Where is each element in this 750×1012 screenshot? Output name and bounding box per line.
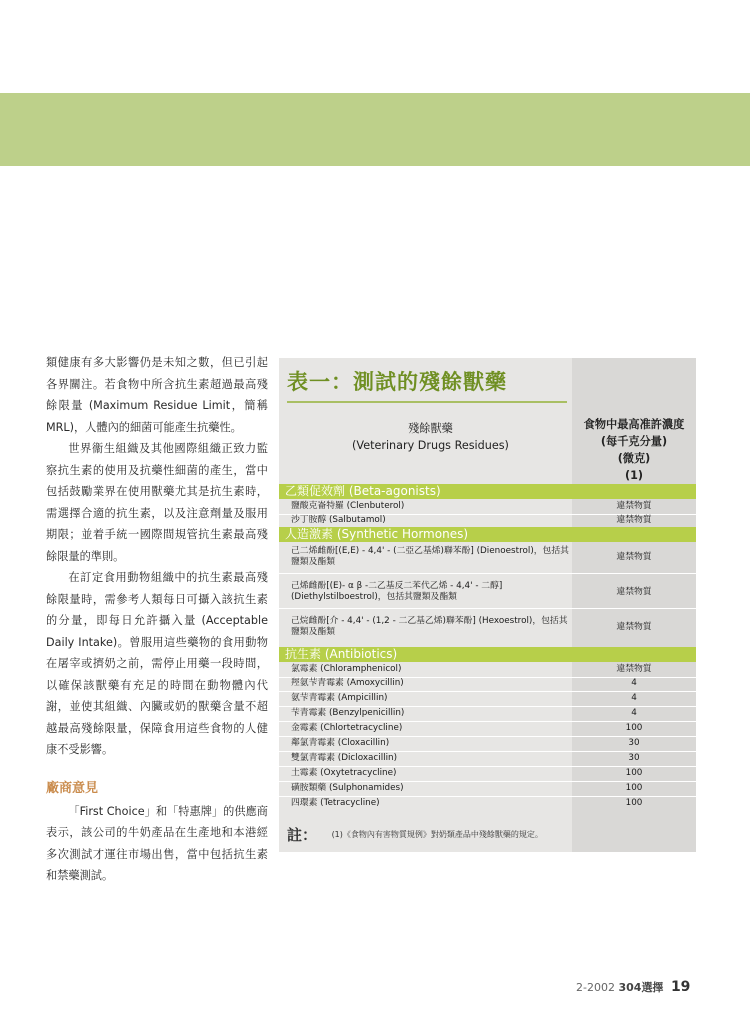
paragraph-2: 世界衞生組織及其他國際組織正致力監察抗生素的使用及抗藥性細菌的產生，當中包括鼓勵業界在使用獸藥尤其是抗生素時，需選擇合適的抗生素，以及注意劑量及服用期限；並着手統一國際間規管抗生素最高殘餘限量的準則。: [46, 442, 268, 563]
group-header-beta-agonists: 乙類促效劑 (Beta-agonists): [279, 484, 696, 499]
paragraph-4: 「First Choice」和「特惠牌」的供應商表示，該公司的牛奶產品在生產地和本港經多次測試才運往市場出售，當中包括抗生素和禁藥測試。: [46, 804, 268, 882]
header-right: 食物中最高准許濃度 (每千克分量) (微克) (1): [583, 418, 685, 482]
issue-date: 2-2002: [576, 981, 615, 994]
paragraph-1: 類健康有多大影響仍是未知之數，但已引起各界關注。若食物中所含抗生素超過最高殘餘限量 (Maximum Residue Limit，簡稱MRL)，人體內的細菌可能產生抗藥性。: [46, 356, 268, 434]
section-heading: 廠商意見: [46, 780, 99, 796]
magazine-name: 選擇: [641, 981, 664, 994]
group-header-antibiotics: 抗生素 (Antibiotics): [279, 647, 696, 662]
issue-number: 304: [618, 981, 642, 994]
note-label: 註：: [287, 826, 318, 844]
article-text-column: [46, 352, 268, 887]
group-header-synthetic-hormones: 人造激素 (Synthetic Hormones): [279, 527, 696, 542]
residue-table-panel: 表一：測試的殘餘獸藥 殘餘獸藥 (Veterinary Drugs Residues) 食物中最高准許濃度 (每千克分量) (微克) (1) 乙類促效劑 (Beta-agonists) 鹽酸克崙特羅 (Clenbuterol) 違禁物質 沙丁胺醇 (Salbutamol) 違禁物質 人造激素 (Synthetic Hormones) 己二烯雌酚[(E,E) - 4,4' - (二亞乙基烯)聯苯酚] (Dienoestrol)，包括其鹽類及酯類 違禁物質 己烯雌酚[(E)- α β -二乙基反二苯代乙烯 - 4,4' - 二醇] (Diethylstilboestrol)，包括其鹽類及酯類 違禁物質 己烷雌酚[介 - 4,4' - (1,2 - 二乙基乙烯)聯苯酚] (Hexoestrol)，包括其鹽類及酯類 違禁物質 抗生素 (Antibiotics) 氯霉素 (Chloramphenicol) 違禁物質 羥氨芐青霉素 (Amoxycillin) 4 氨芐青霉素 (Ampicillin) 4 芐青霉素 (Benzylpenicillin) 4 金霉素 (Chlortetracycline) 100 鄰氯青霉素 (Cloxacillin) 30 雙氯青霉素 (Dicloxacillin) 30 土霉素 (Oxytetracycline) 100 磺胺類藥 (Sulphonamides) 100 四環素 (Tetracycline) 100 註： (1)《食物內有害物質規例》對奶類產品中殘餘獸藥的規定。: [279, 358, 696, 852]
table-title: 表一：測試的殘餘獸藥: [287, 370, 507, 394]
table-footnote: [287, 824, 692, 845]
note-text: (1)《食物內有害物質規例》對奶類產品中殘餘獸藥的規定。: [331, 830, 543, 839]
page-number: 19: [670, 979, 691, 995]
paragraph-3: 在訂定食用動物組織中的抗生素最高殘餘限量時，需參考人類每日可攝入該抗生素的分量，即每日允許攝入量 (Acceptable Daily Intake)。曾服用這些藥物的食用動物在屠宰或擠奶之前，需停止用藥一段時間，以確保該獸藥有充足的時間在動物體內代謝，並使其組織、內臟或奶的獸藥含量不超越最高殘餘限量，保障食用這些食物的人健康不受影響。: [46, 571, 268, 756]
top-green-band: [0, 93, 750, 166]
page-footer: [576, 979, 690, 995]
title-underline: [287, 401, 567, 403]
header-left: 殘餘獸藥 (Veterinary Drugs Residues): [352, 422, 509, 452]
